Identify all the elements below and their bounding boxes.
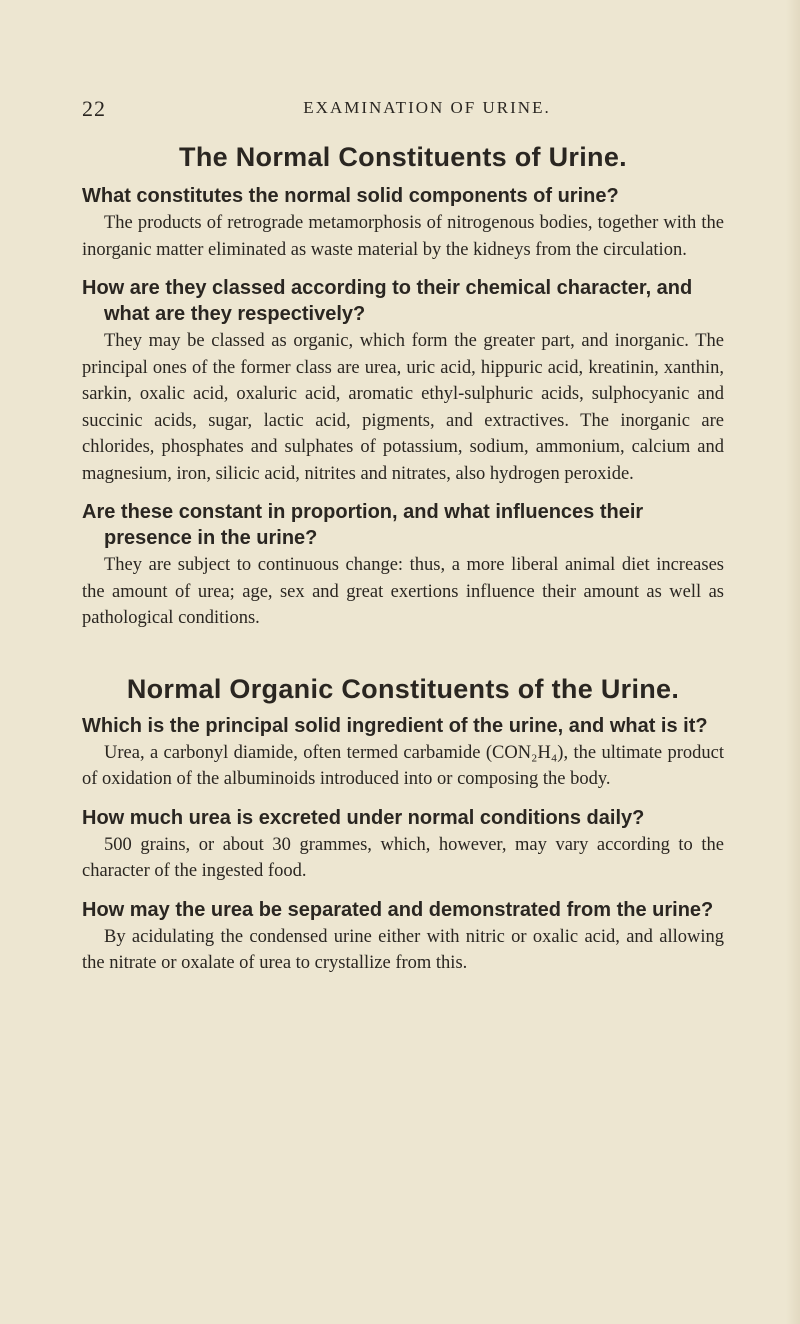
running-head (82, 96, 722, 124)
qa-item (82, 275, 724, 487)
answer: They may be classed as organic, which form the greater part, and inorganic. The principal ones of the former class are urea, uric acid, hippuric acid, kreatinin, xanthin, sarkin, oxalic acid, oxaluric acid, aromatic ethyl-sulphuric acids, sulphocyanic and succinic acids, sugar, lactic acid, pigments, and extractives. The inorganic are chlorides, phosphates and sulphates of potassium, sodium, ammonium, calcium and magnesium, iron, silicic acid, nitrites and nitrates, also hydrogen peroxide. (82, 331, 724, 484)
qa-item (82, 713, 724, 793)
section-normal-constituents (82, 142, 724, 632)
section-title: Normal Organic Constituents of the Urine. (126, 673, 680, 704)
page-number: 22 (82, 96, 106, 121)
question: Which is the principal solid ingredient of the urine, and what is it? (82, 714, 708, 737)
section-title: The Normal Constituents of Urine. (179, 142, 627, 172)
qa-item (82, 805, 724, 885)
question: Are these constant in proportion, and what influences their presence in the urine? (82, 501, 644, 549)
question: What constitutes the normal solid components of urine? (82, 185, 619, 207)
qa-item (82, 183, 724, 263)
page-content (82, 142, 724, 989)
answer: 500 grains, or about 30 grammes, which, however, may vary according to the character of the ingested food. (82, 834, 724, 881)
answer: The products of retrograde metamorphosis of nitrogenous bodies, together with the inorganic matter eliminated as waste material by the kidneys from the circulation. (82, 213, 724, 260)
section-normal-organic-constituents (82, 674, 724, 977)
question: How are they classed according to their chemical character, and what are they respectively? (82, 277, 693, 325)
running-title: EXAMINATION OF URINE. (303, 98, 551, 117)
answer: Urea, a carbonyl diamide, often termed carbamide (CON₂H₄), the ultimate product of oxidation of the albuminoids introduced into or composing the body. (82, 742, 724, 789)
qa-item (82, 897, 724, 977)
qa-item (82, 499, 724, 632)
question: How much urea is excreted under normal conditions daily? (82, 806, 645, 829)
page-edge (786, 0, 800, 1324)
answer: They are subject to continuous change: thus, a more liberal animal diet increases the amount of urea; age, sex and great exertions influence their amount as well as pathological conditions. (82, 555, 724, 628)
answer: By acidulating the condensed urine either with nitric or oxalic acid, and allowing the nitrate or oxalate of urea to crystallize from this. (82, 926, 724, 973)
question: How may the urea be separated and demonstrated from the urine? (82, 898, 714, 921)
